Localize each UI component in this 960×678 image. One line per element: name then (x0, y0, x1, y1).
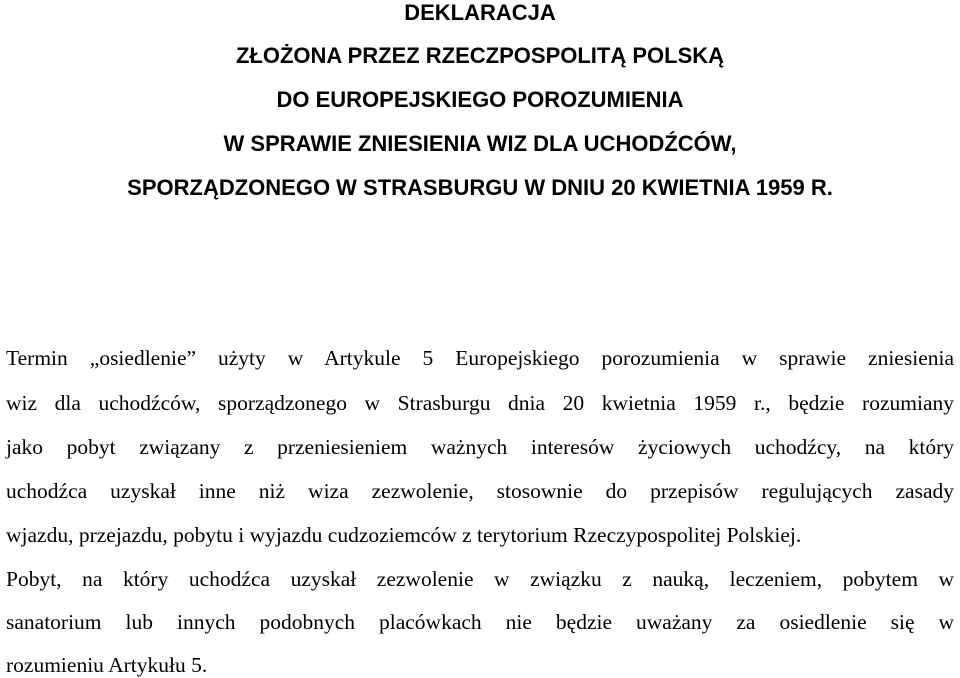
body-line-2: wiz dla uchodźców, sporządzonego w Strasburgu dnia 20 kwietnia 1959 r., będzie rozumiany (6, 391, 954, 415)
body-line-1: Termin „osiedlenie” użyty w Artykule 5 Europejskiego porozumienia w sprawie zniesienia (6, 346, 954, 370)
heading-line-5: SPORZĄDZONEGO W STRASBURGU W DNIU 20 KWIETNIA 1959 R. (127, 175, 833, 200)
heading-line-1: DEKLARACJA (404, 0, 556, 25)
body-line-4: uchodźca uzyskał inne niż wiza zezwolenie, stosownie do przepisów regulujących zasady (6, 479, 954, 503)
heading-line-4: W SPRAWIE ZNIESIENIA WIZ DLA UCHODŹCÓW, (223, 131, 737, 156)
body-line-5: wjazdu, przejazdu, pobytu i wyjazdu cudzoziemców z terytorium Rzeczypospolitej Polskiej. (6, 523, 802, 547)
heading-line-2: ZŁOŻONA PRZEZ RZECZPOSPOLITĄ POLSKĄ (235, 43, 725, 68)
body-line-7: sanatorium lub innych podobnych placówkach nie będzie uważany za osiedlenie się w (6, 610, 954, 634)
body-line-3: jako pobyt związany z przeniesieniem ważnych interesów życiowych uchodźcy, na który (6, 435, 954, 459)
heading-line-3: DO EUROPEJSKIEGO POROZUMIENIA (276, 87, 684, 112)
body-line-8: rozumieniu Artykułu 5. (6, 653, 208, 677)
body-line-6: Pobyt, na który uchodźca uzyskał zezwolenie w związku z nauką, leczeniem, pobytem w (6, 567, 954, 591)
